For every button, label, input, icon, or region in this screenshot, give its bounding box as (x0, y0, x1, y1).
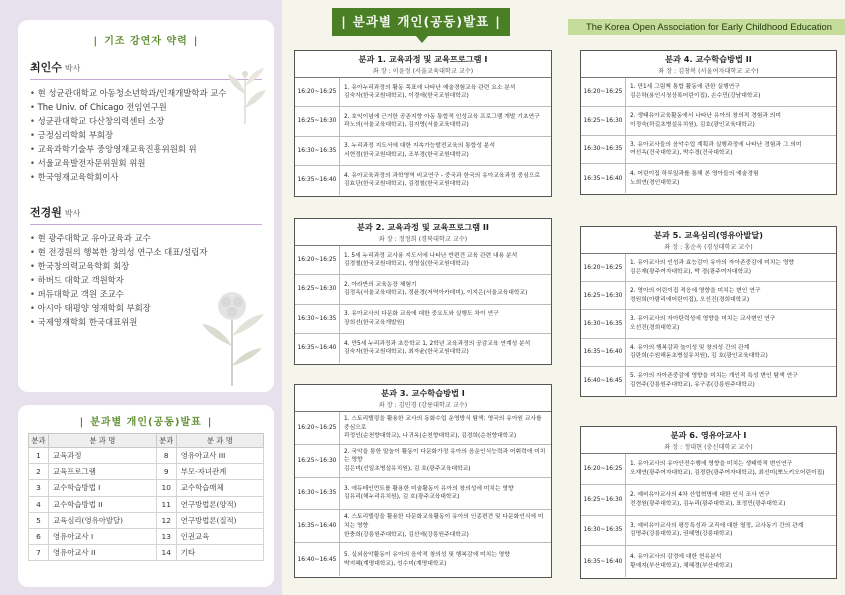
talk-row (581, 546, 836, 577)
talk-time: 16:35~16:40 (295, 510, 340, 542)
talk-row (295, 275, 551, 304)
talk-row (581, 107, 836, 136)
talk-details (340, 334, 534, 363)
session-name-cell: 교수학습방법 II (49, 496, 157, 512)
talk-details (626, 164, 763, 193)
bio-item: • The Univ. of Chicago 전임연구원 (30, 100, 262, 114)
talk-title: 1. 유아교사의 유아안전수행에 영향을 미치는 생태학적 변인연구 (630, 461, 793, 468)
bio-item: • 퍼듀대학교 객원 조교수 (30, 287, 262, 301)
talk-row (295, 543, 551, 576)
talk-details (626, 282, 764, 309)
talk-details (340, 478, 518, 510)
talk-row (295, 166, 551, 195)
session-chair: 좌 장 : 이윤정 (서울교육대학교 교수) (372, 68, 474, 75)
talk-title: 4. 유아교육과정의 과학영역 비교연구 - 중국과 한국의 유아교육과정 중심으로 (344, 172, 540, 179)
talk-row (295, 78, 551, 107)
talk-authors: 정원희(아람리에어린이집), 오선진(경희대학교) (630, 296, 750, 303)
talk-authors: 노희연(경인대학교) (630, 179, 680, 186)
talk-details (626, 516, 807, 546)
session-chair: 좌 장 : 정대현 (충신대학교 교수) (664, 444, 753, 451)
talk-authors: 김은재(광주여자대학교), 박 경(광주여자대학교) (630, 268, 751, 275)
table-row (29, 496, 264, 512)
talk-time: 16:25~16:30 (581, 107, 626, 135)
session-number-cell: 1 (29, 448, 49, 464)
column-header: 분과 (156, 434, 176, 448)
session-title: 분과 6. 영유아교사 I (670, 430, 747, 440)
talk-details (626, 254, 798, 281)
session-chair: 좌 장 : 김민경 (강릉대학교 교수) (378, 402, 468, 409)
talk-title: 3. 유아교사의 자아탄력성에 영향을 미치는 교사변인 연구 (630, 316, 776, 323)
session-title: 분과 4. 교수학습방법 II (665, 54, 752, 64)
talk-time: 16:35~16:40 (295, 334, 340, 363)
talk-title: 3. 유아교사의 다문화 교육에 대한 중요도와 실행도 차이 연구 (344, 311, 499, 318)
talk-title: 3. 예비유아교사의 평등특성과 교직에 대한 열정, 교사동기 간의 관계 (630, 522, 804, 529)
column-header: 분 과 명 (176, 434, 263, 448)
talk-time: 16:25~16:30 (295, 445, 340, 477)
talk-title: 2. 아라반의 교육농장 체험기 (344, 281, 417, 288)
talk-authors: 황예지(부산대학교), 채혜경(부산대학교) (630, 562, 733, 569)
talk-title: 5. 유아의 자아존중감에 영향을 미치는 개인적 특성 변인 탐색 연구 (630, 373, 798, 380)
session-header (581, 51, 836, 78)
talk-title: 2. 영아의 어린이집 적응에 영향을 미치는 변인 연구 (630, 288, 761, 295)
talk-row (581, 136, 836, 165)
speaker-name: 전경원 박사 (30, 206, 81, 219)
session-name-cell: 교수학습방법 I (49, 480, 157, 496)
talk-authors: 한충희(강릉원주대학교), 김선애(강릉원주대학교) (344, 531, 469, 538)
talk-details (340, 412, 551, 444)
session-box-3 (294, 384, 552, 578)
talk-title: 1. 유아누리과정의 활동 목표에 나타난 예술경험교육 관련 요소 분석 (344, 84, 516, 91)
talk-authors: 김효단(한국교원대학교), 김경철(한국교원대학교) (344, 181, 469, 188)
session-name-cell: 교수학습매체 (176, 480, 263, 496)
talk-details (626, 454, 829, 484)
session-header (581, 227, 836, 254)
session-name-cell: 영유아교사 I (49, 528, 157, 544)
session-title: 분과 3. 교수학습방법 I (381, 388, 465, 398)
talk-details (626, 136, 805, 164)
talk-row (581, 282, 836, 310)
bio-item: • 현 성균관대학교 아동청소년학과/인재개발학과 교수 (30, 86, 262, 100)
session-number-cell: 2 (29, 464, 49, 480)
talk-row (581, 516, 836, 547)
talk-details (626, 78, 764, 106)
session-number-cell: 7 (29, 545, 49, 561)
talk-row (295, 305, 551, 334)
talk-title: 2. 국악을 통한 말놀이 활동이 다문화가정 유아의 음운인식능력과 어휘력에 미치는 영향 (344, 448, 546, 464)
talk-title: 5. 실외음악활동이 유아의 음악적 창의성 및 행복감에 미치는 영향 (344, 551, 510, 558)
talk-row (295, 334, 551, 363)
table-row (29, 448, 264, 464)
session-title: 분과 2. 교육과정 및 교육프로그램 II (357, 222, 489, 232)
talk-row (581, 454, 836, 485)
talk-details (626, 339, 772, 366)
talk-time: 16:20~16:25 (581, 454, 626, 484)
session-chair: 좌 장 : 김창복 (서울여자대학교 교수) (658, 68, 759, 75)
table-row (29, 480, 264, 496)
talk-details (340, 166, 544, 195)
talk-authors: 김유리(해누리유치원), 김 호(광주교육대학교) (344, 494, 460, 501)
page-title: | 분과별 개인(공동)발표 | (332, 8, 510, 36)
session-number-cell: 10 (156, 480, 176, 496)
talk-authors: 곽노의(서울교육대학교), 김지영(서울교육대학교) (344, 122, 469, 129)
session-number-cell: 5 (29, 512, 49, 528)
talk-time: 16:40~16:45 (581, 367, 626, 395)
session-box-6 (580, 426, 837, 579)
session-name-cell: 연구방법론(질적) (176, 512, 263, 528)
talk-row (581, 164, 836, 193)
session-header (295, 219, 551, 246)
column-header: 분과 (29, 434, 49, 448)
talk-time: 16:30~16:35 (581, 136, 626, 164)
talk-time: 16:25~16:30 (581, 282, 626, 309)
talk-time: 16:20~16:25 (295, 78, 340, 106)
talk-time: 16:25~16:30 (295, 275, 340, 303)
talk-details (340, 78, 519, 106)
session-name-cell: 인권교육 (176, 528, 263, 544)
session-number-cell: 6 (29, 528, 49, 544)
session-name-cell: 교육과정 (49, 448, 157, 464)
session-header (295, 385, 551, 412)
session-name-cell: 영유아교사 III (176, 448, 263, 464)
talk-row (581, 339, 836, 367)
session-name-cell: 부모-자녀관계 (176, 464, 263, 480)
talk-row (295, 478, 551, 511)
talk-details (340, 275, 531, 303)
talk-details (626, 367, 802, 395)
table-row (29, 528, 264, 544)
bio-item: • 현 전경원의 행복한 창의성 연구소 대표/설립자 (30, 245, 262, 259)
session-number-cell: 14 (156, 545, 176, 561)
talk-details (626, 485, 789, 515)
session-header (581, 427, 836, 454)
session-title: 분과 1. 교육과정 및 교육프로그램 I (358, 54, 488, 64)
bio-item: • 서울교육발전자문위원회 위원 (30, 156, 262, 170)
talk-authors: 김정옥(서울교육대학교), 정윤경(저역아카데미), 이지은(서울교육대학교) (344, 290, 528, 297)
talk-authors: 김숙자(한국교원대학교), 최자윤(한국교원대학교) (344, 349, 469, 356)
talk-authors: 서현정(한국교원대학교), 조부경(한국교원대학교) (344, 151, 469, 158)
session-title: 분과 5. 교육심리(영유아발달) (654, 230, 763, 240)
talk-row (581, 310, 836, 338)
talk-authors: 전경원(광주대학교), 김누리(광주대학교), 표정민(광주대학교) (630, 500, 786, 507)
session-number-cell: 3 (29, 480, 49, 496)
talk-row (295, 246, 551, 275)
keynote-bio-card (18, 20, 274, 392)
talk-authors: 여선옥(건국대학교), 박수경(건국대학교) (630, 150, 733, 157)
session-box-5 (580, 226, 837, 397)
talk-authors: 김은미(선일초병설유치원), 김 호(광주교육대학교) (344, 465, 471, 472)
divider (30, 224, 262, 225)
table-row (29, 512, 264, 528)
talk-title: 2. 생태유아교육활동에서 나타난 유아의 창의적 경험과 의미 (630, 113, 781, 120)
talk-title: 1. 스토리텔링을 활용한 교사의 동화수업 운영방식 탐색: 영국의 유아원 교사를 중심으로 (344, 416, 542, 431)
talk-title: 4. 유아교사의 감정에 대한 현유분석 (630, 554, 722, 561)
talk-details (626, 107, 785, 135)
talk-details (340, 137, 499, 165)
talk-time: 16:20~16:25 (581, 254, 626, 281)
session-box-2 (294, 218, 552, 365)
talk-time: 16:35~16:40 (295, 166, 340, 195)
bio-item: • 한국창의력교육학회 회장 (30, 259, 262, 273)
talk-time: 16:30~16:35 (295, 478, 340, 510)
bio-item: • 교육과학기술부 중앙영재교육진흥위원회 위 (30, 142, 262, 156)
bio-item: • 긍정심리학회 부회장 (30, 128, 262, 142)
session-name-cell: 기타 (176, 545, 263, 561)
talk-row (581, 78, 836, 107)
talk-row (581, 485, 836, 516)
session-chair: 좌 장 : 정정희 (경북대학교 교수) (378, 236, 468, 243)
talk-time: 16:30~16:35 (581, 310, 626, 337)
talk-time: 16:20~16:25 (295, 246, 340, 274)
talk-authors: 오재연(광주여자대학교), 김경란(광주여자대학교), 최선미(뽀노키오어린이집) (630, 469, 825, 476)
session-number-cell: 8 (156, 448, 176, 464)
talk-time: 16:35~16:40 (581, 164, 626, 193)
talk-title: 2. 예비유아교사의 4차 산업혁명에 대한 인식 조사 연구 (630, 492, 770, 499)
session-box-1 (294, 50, 552, 197)
flower-illustration-icon (192, 276, 272, 386)
talk-title: 3. 누리과정 지도서에 대한 지속가능발전교육의 통합성 분석 (344, 143, 495, 150)
talk-time: 16:25~16:30 (581, 485, 626, 515)
talk-time: 16:35~16:40 (581, 339, 626, 366)
bio-item: • 국제영재학회 한국대표위원 (30, 315, 262, 329)
session-number-cell: 9 (156, 464, 176, 480)
session-list-title: | 분과별 개인(공동)발표 | (79, 417, 213, 428)
talk-time: 16:40~16:45 (295, 543, 340, 576)
talk-authors: 김은하(용인시청상록어린이집), 손수민(강남대학교) (630, 92, 761, 99)
bio-item: • 현 광주대학교 유아교육과 교수 (30, 231, 262, 245)
session-name-cell: 교육심리(영유아발달) (49, 512, 157, 528)
talk-title: 1. 5세 누리과정 교사용 지도서에 나타난 반편견 교육 관련 내용 분석 (344, 252, 518, 259)
talk-details (626, 546, 736, 577)
talk-time: 16:30~16:35 (295, 137, 340, 165)
table-row (29, 464, 264, 480)
talk-time: 16:20~16:25 (581, 78, 626, 106)
talk-authors: 김경철(한국교원대학교), 성영실(한국교원대학교) (344, 261, 469, 268)
talk-authors: 장희선(한국교육개발원) (344, 319, 405, 326)
talk-details (340, 445, 551, 477)
talk-row (295, 412, 551, 445)
talk-details (340, 246, 521, 274)
talk-title: 4. 만5세 누리과정과 초등학교 1, 2학년 교육과정의 공감교육 연계성 분석 (344, 340, 531, 347)
session-name-cell: 교육프로그램 (49, 464, 157, 480)
talk-time: 16:30~16:35 (581, 516, 626, 546)
column-header: 분 과 명 (49, 434, 157, 448)
session-number-cell: 12 (156, 512, 176, 528)
table-header-row (29, 434, 264, 448)
talk-details (340, 107, 544, 135)
talk-title: 3. 유아교사들의 음악수업 계획과 실행과정에 나타난 경험과 그 의미 (630, 141, 802, 148)
talk-title: 1. 유아교사의 인성과 효능감이 유아의 자아존중감에 미치는 영향 (630, 260, 795, 266)
bio-card-title: | 기조 강연자 약력 | (93, 36, 199, 47)
talk-authors: 오선진(경희대학교) (630, 324, 680, 331)
talk-authors: 곽정인(순천향대학교), 나귀옥(순천향대학교), 김경희(순천향대학교) (344, 433, 517, 440)
talk-authors: 박지혜(계명대학교), 성수미(계명대학교) (344, 560, 447, 567)
talk-row (581, 367, 836, 395)
talk-time: 16:25~16:30 (295, 107, 340, 135)
talk-row (295, 137, 551, 166)
session-number-cell: 11 (156, 496, 176, 512)
session-number-cell: 4 (29, 496, 49, 512)
bio-item: • 성균관대학교 다산창의력센터 소장 (30, 114, 262, 128)
session-list-card (18, 405, 274, 587)
talk-time: 16:35~16:40 (581, 546, 626, 577)
talk-time: 16:20~16:25 (295, 412, 340, 444)
talk-details (340, 510, 551, 542)
talk-details (340, 543, 514, 576)
talk-authors: 김명주(강릉대학교), 권혜영(강릉대학교) (630, 531, 733, 538)
bio-item: • 아시아 태평양 영재학회 부회장 (30, 301, 262, 315)
talk-row (295, 445, 551, 478)
talk-authors: 이정숙(하길초병설유치원), 김호(광인교육대학교) (630, 121, 755, 128)
talk-details (340, 305, 503, 333)
talk-details (626, 310, 779, 337)
session-chair: 좌 장 : 홍순옥 (경성대학교 교수) (664, 244, 753, 251)
talk-title: 2. 호익이념에 근거한 공존지향 아동 통합적 인성교육 프로그램 개발 기초연구 (344, 113, 540, 120)
talk-title: 3. 애듀테인먼트를 활용한 미술활동이 유아의 창의성에 미치는 영향 (344, 485, 514, 492)
bio-item: • 하버드 대학교 객원학자 (30, 273, 262, 287)
session-header (295, 51, 551, 78)
plant-illustration-icon (220, 64, 270, 124)
session-list-table (28, 433, 264, 561)
association-name: The Korea Open Association for Early Childhood Education (568, 19, 845, 35)
talk-authors: 김현주(강릉원주대학교), 유구종(강릉원주대학교) (630, 381, 755, 388)
session-number-cell: 13 (156, 528, 176, 544)
talk-authors: 김숙자(한국교원대학교), 이경애(한국교원대학교) (344, 93, 469, 100)
talk-time: 16:30~16:35 (295, 305, 340, 333)
talk-title: 4. 스토리텔링을 활용한 다문화교육활동이 유아의 인종편견 및 다문화인식에 미치는 영향 (344, 514, 544, 529)
talk-row (295, 107, 551, 136)
talk-title: 1. 만1세 그림책 통합 활동에 관한 실행연구 (630, 84, 740, 91)
talk-row (295, 510, 551, 543)
talk-title: 4. 어린이집 하루일과를 통해 본 영아들의 예술경험 (630, 171, 759, 178)
session-box-4 (580, 50, 837, 195)
session-name-cell: 연구방법론(양적) (176, 496, 263, 512)
bio-item: • 한국영재교육학회이사 (30, 170, 262, 184)
session-name-cell: 영유아교사 II (49, 545, 157, 561)
talk-authors: 김란희(수원해돋초병설유치원), 김 호(광인교육대학교) (630, 353, 768, 360)
table-row (29, 545, 264, 561)
talk-row (581, 254, 836, 282)
speaker-name: 최인수 박사 (30, 61, 81, 74)
talk-title: 4. 유아의 행복감과 놀이성 및 창의성 간의 관계 (630, 344, 750, 351)
